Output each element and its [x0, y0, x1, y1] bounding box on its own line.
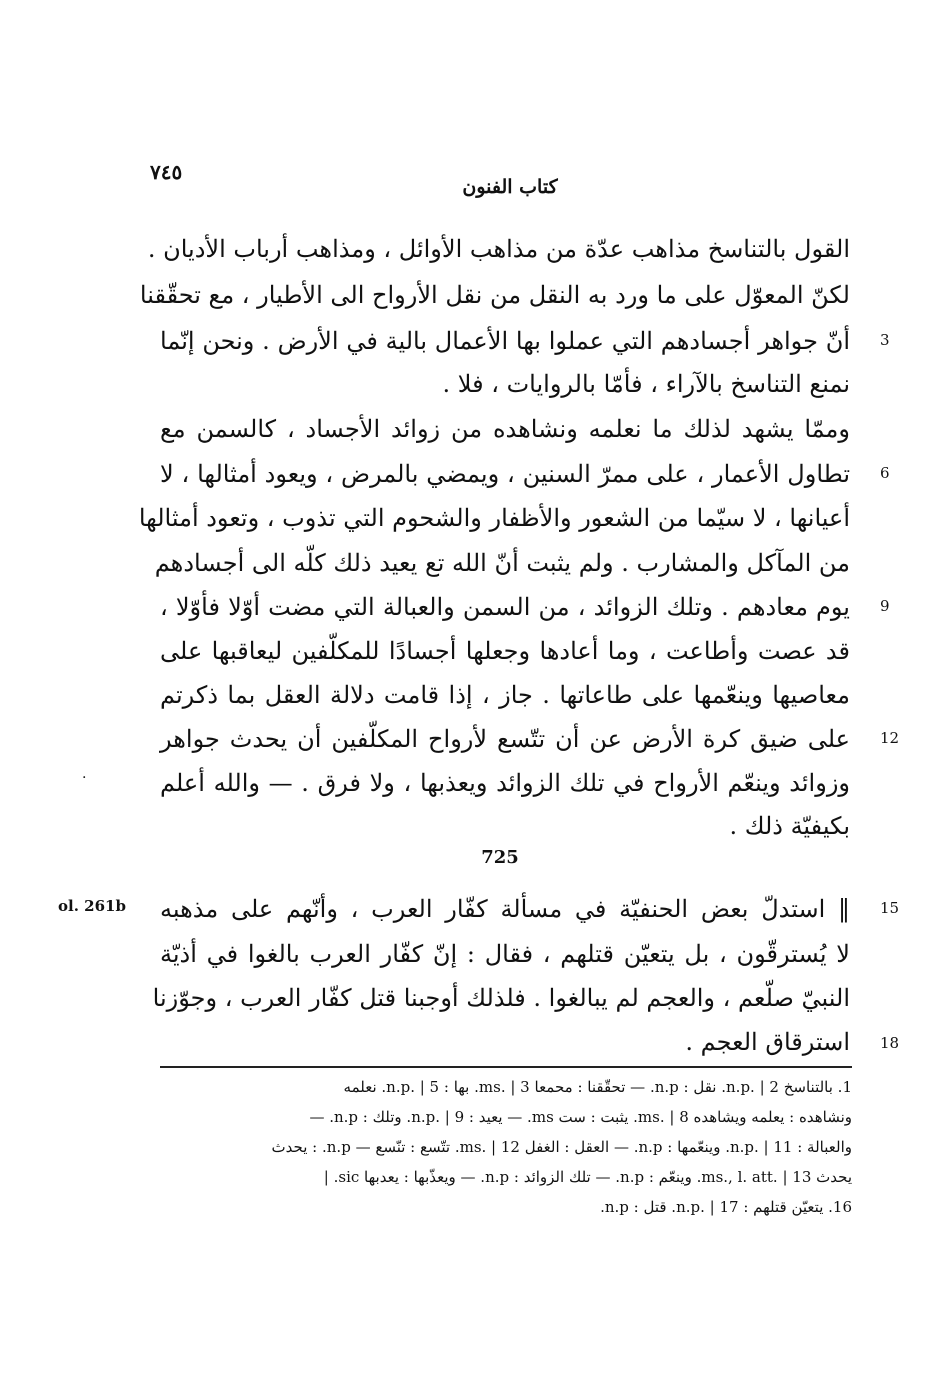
body-line: من المآكل والمشارب . ولم يثبت أنّ الله تع يعيد ذلك كلّه الى أجسادهم [154, 549, 850, 577]
body-line: قد عصت وأطاعت ، وما أعادها وجعلها أجسادًا للمكلّفين ليعاقبها على [160, 637, 850, 665]
body-line: معاصيها وينعّمها على طاعاتها . جاز ، إذا قامت دلالة العقل بما ذكرتم [160, 681, 850, 709]
section-line: لا يُسترقّون ، بل يتعيّن قتلهم ، فقال : إنّ كفّار العرب بالغوا في أذيّة [160, 940, 850, 968]
body-line: أعيانها ، لا سيّما من الشعور والأظفار والشحوم التي تذوب ، وتعود أمثالها [138, 504, 850, 532]
stray-dot: . [82, 766, 87, 782]
running-head: كتاب الفنون [462, 176, 558, 198]
line-number: 9 [880, 597, 890, 615]
footnote-line: يحدث ms., l. att. | 13. وينعّم : n.p. — تلك الزوائد : n.p. — ويعذّبها : يعدبها sic. | [323, 1168, 852, 1186]
body-line: وممّا يشهد لذلك ما نعلمه ونشاهده من زوائد الأجساد ، كالسمن مع [160, 415, 850, 443]
folio-margin-note: ol. 261b [58, 897, 126, 915]
footnote-rule [160, 1066, 852, 1068]
footnote-line: والعبالة : n.p. | 11. وينعّمها : n.p. — العقل : الغفل ms. | 12. تتّسع : تنّسع — n.p. : يحدث [271, 1138, 852, 1156]
body-line: يوم معادهم . وتلك الزوائد ، من السمن والعبالة التي مضت أوّلا فأوّلا ، [160, 593, 850, 621]
footnote-line: 16. يتعيّن قتلهم : n.p. | 17. قتل : n.p. [600, 1198, 852, 1216]
section-line: النبيّ صلّعم ، والعجم لم يبالغوا . فلذلك أوجبنا قتل كفّار العرب ، وجوّزنا [152, 984, 850, 1012]
line-number: 6 [880, 464, 890, 482]
body-line: نمنع التناسخ بالآراء ، فأمّا بالروايات ، فلا . [442, 370, 850, 398]
section-number: 725 [481, 847, 519, 868]
line-number: 3 [880, 331, 890, 349]
body-line: تطاول الأعمار ، على ممرّ السنين ، ويمضي بالمرض ، ويعود أمثالها ، لا [160, 460, 850, 488]
footnote-line: 1. بالتناسخ n.p. | 2. نقل : n.p. — تحقّقنا : محمعا ms. | 3. بها : n.p. | 5. نعلمه [343, 1078, 852, 1096]
body-line: بكيفيّة ذلك . [729, 812, 850, 840]
body-line: وزوائد وينعّم الأرواح في تلك الزوائد ويعذبها ، ولا فرق . — والله أعلم [160, 769, 850, 797]
footnote-line: ونشاهده : يعلمه ويشاهده ms. | 8. يثبت : ست ms. — يعيد : n.p. | 9. وتلك : n.p. — [309, 1108, 852, 1126]
line-number: 15 [880, 899, 900, 917]
body-line: القول بالتناسخ مذاهب عدّة من مذاهب الأوائل ، ومذاهب أرباب الأديان . [147, 235, 850, 263]
section-line: استرقاق العجم . [685, 1028, 850, 1056]
section-line: ‖ استدلّ بعض الحنفيّة في مسألة كفّار العرب ، وأنّهم على مذهبه [160, 895, 850, 923]
line-number: 12 [880, 729, 900, 747]
body-line: أنّ جواهر أجسادهم التي عملوا بها الأعمال بالية في الأرض . ونحن إنّما [160, 327, 850, 355]
body-line: لكنّ المعوّل على ما ورد به النقل من نقل الأرواح الى الأطيار ، مع تحقّقنا [139, 281, 850, 309]
line-number: 18 [880, 1034, 900, 1052]
page-number: ٧٤٥ [150, 160, 183, 184]
body-line: على ضيق كرة الأرض عن أن تتّسع لأرواح المكلّفين أن يحدث جواهر [160, 725, 850, 753]
